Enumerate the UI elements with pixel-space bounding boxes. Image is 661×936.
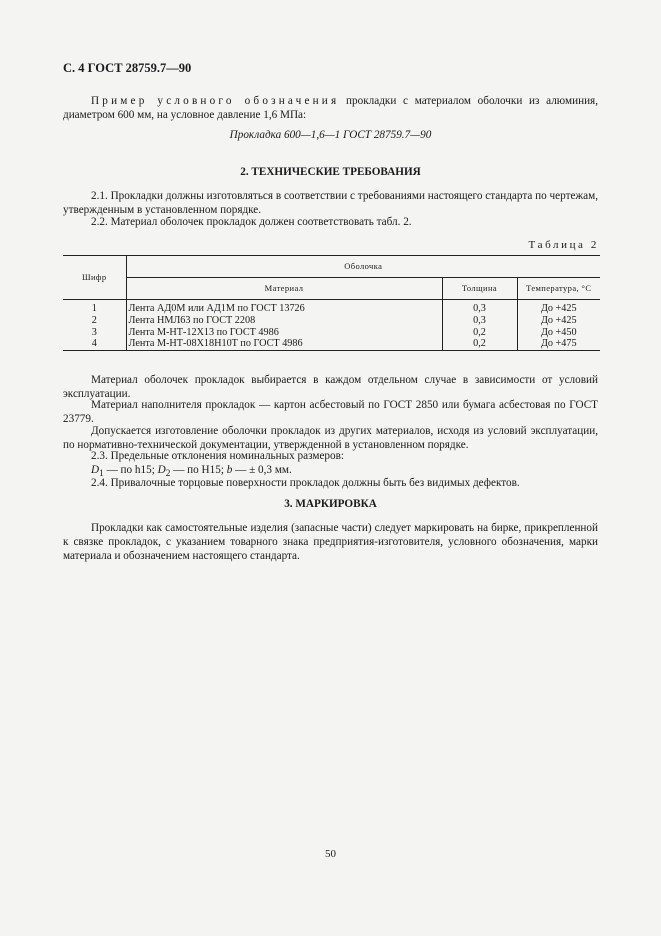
cell-material: Лента НМЛ63 по ГОСТ 2208	[126, 314, 442, 326]
table-row	[63, 300, 600, 315]
cell-thickness: 0,3	[442, 300, 517, 315]
cell-temperature: До +450	[517, 326, 600, 338]
paragraph-other-materials: Допускается изготовление оболочки прокладок из других материалов, исходя из условий эксплуатации, по нормативно-технической документации, утвержденной в установленном порядке.	[63, 425, 598, 451]
col-header-shell: Оболочка	[126, 256, 600, 278]
subscript: 2	[165, 469, 171, 480]
example-designation: Прокладка 600—1,6—1 ГОСТ 28759.7—90	[229, 129, 432, 141]
table-row	[63, 338, 600, 350]
col-header-temperature: Температура, °С	[517, 278, 600, 300]
col-header-thickness: Толщина	[442, 278, 517, 300]
cell-material: Лента АД0М или АД1М по ГОСТ 13726	[126, 300, 442, 315]
section-3-heading: 3. МАРКИРОВКА	[284, 498, 377, 510]
paragraph-2-3: 2.3. Предельные отклонения номинальных размеров:	[91, 450, 345, 462]
paragraph-shell-material: Материал оболочек прокладок выбирается в каждом отдельном случае в зависимости от условий эксплуатации.	[63, 374, 598, 400]
paragraph-filler-material: Материал наполнителя прокладок — картон асбестовый по ГОСТ 2850 или бумага асбестовая по ГОСТ 23779.	[63, 399, 598, 425]
example-text: прокладки с материалом оболочки из алюминия, диаметром 600 мм, на условное давление 1,6 МПа:	[63, 95, 598, 121]
cell-temperature: До +425	[517, 314, 600, 326]
col-header-material: Материал	[126, 278, 442, 300]
table-row	[63, 326, 600, 338]
section-2-heading: 2. ТЕХНИЧЕСКИЕ ТРЕБОВАНИЯ	[240, 166, 421, 178]
table-row	[63, 314, 600, 326]
col-header-code: Шифр	[63, 256, 126, 300]
symbol-d: D	[91, 464, 100, 476]
tolerance-text: — по Н15;	[170, 464, 227, 476]
cell-code: 2	[91, 314, 97, 326]
cell-thickness: 0,2	[442, 326, 517, 338]
cell-thickness: 0,3	[442, 314, 517, 326]
paragraph-marking: Прокладки как самостоятельные изделия (запасные части) следует маркировать на бирке, прикрепленной к связке прокладок, с указанием товарного знака предприятия-изготовителя, условного обозначения, марки материала и обозначением настоящего стандарта.	[63, 522, 598, 562]
cell-material: Лента М-НТ-12Х13 по ГОСТ 4986	[126, 326, 442, 338]
example-lead: Пример условного обозначения	[91, 95, 340, 107]
cell-material: Лента М-НТ-08Х18Н10Т по ГОСТ 4986	[126, 338, 442, 350]
cell-temperature: До +425	[517, 300, 600, 315]
paragraph-2-2: 2.2. Материал оболочек прокладок должен соответствовать табл. 2.	[91, 216, 412, 228]
paragraph-2-1: 2.1. Прокладки должны изготовляться в соответствии с требованиями настоящего стандарта по чертежам, утвержденным в установленном порядке.	[63, 190, 598, 216]
table-caption: Таблица 2	[528, 239, 599, 251]
cell-temperature: До +475	[517, 338, 600, 350]
cell-code: 3	[91, 326, 97, 338]
cell-code: 4	[63, 338, 126, 350]
materials-table	[63, 255, 600, 351]
symbol-b: b	[226, 464, 233, 476]
cell-thickness: 0,2	[442, 338, 517, 350]
tolerance-text: — по h15;	[103, 464, 158, 476]
example-paragraph	[63, 94, 598, 122]
tolerance-text: — ± 0,3 мм.	[232, 464, 292, 476]
page-header: С. 4 ГОСТ 28759.7—90	[63, 61, 192, 75]
paragraph-2-4: 2.4. Привалочные торцовые поверхности прокладок должны быть без видимых дефектов.	[91, 477, 520, 489]
cell-code: 1	[91, 303, 97, 314]
page-number: 50	[325, 848, 336, 860]
subscript: 1	[99, 469, 104, 480]
symbol-d: D	[157, 464, 166, 476]
